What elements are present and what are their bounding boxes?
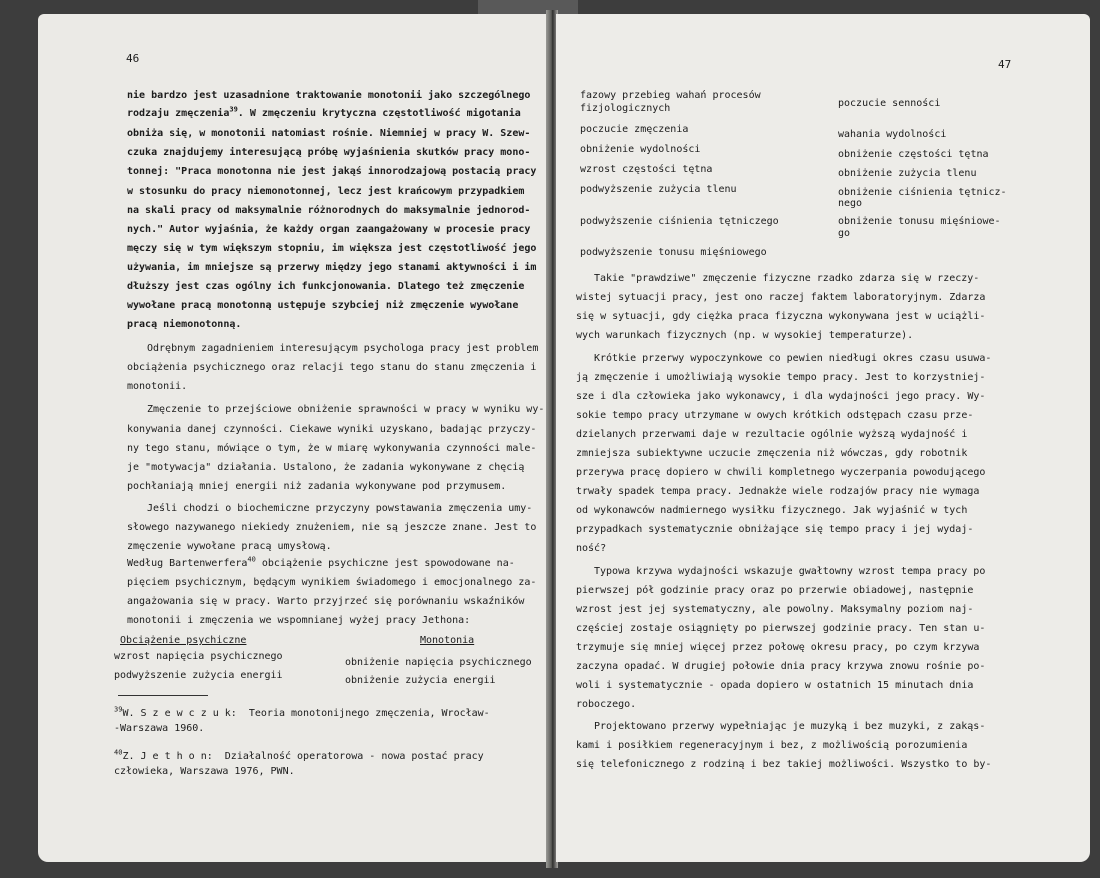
text-line: męczy się w tym większym stopniu, im większa jest częstotliwość jego	[127, 243, 537, 254]
text-line: Według Bartenwerfera$^{40}$ obciążenie psychiczne jest spowodowane na-	[127, 555, 515, 569]
right-page	[556, 14, 1090, 862]
page-number: 47	[998, 58, 1012, 71]
table-cell: obniżenie zużycia tlenu	[838, 168, 977, 179]
text-line: ność?	[576, 543, 607, 554]
text-line: nych." Autor wyjaśnia, że każdy organ zaangażowany w procesie pracy	[127, 224, 531, 235]
text-line: obniża się, w monotonii natomiast rośnie. Niemniej w pracy W. Szew-	[127, 128, 531, 139]
text-line: zmniejsza subiektywne uczucie zmęczenia niż wówczas, gdy robotnik	[576, 448, 968, 459]
footnote: człowieka, Warszawa 1976, PWN.	[114, 766, 295, 777]
text-line: Krótkie przerwy wypoczynkowe co pewien niedługi okres czasu usuwa-	[594, 353, 992, 364]
footnote: $^{39}$W. S z e w c z u k: Teoria monotonijnego zmęczenia, Wrocław-	[114, 705, 490, 719]
text-line: pracą niemonotonną.	[127, 319, 242, 330]
text-line: konywania danej czynności. Ciekawe wyniki uzyskano, badając przyczy-	[127, 424, 537, 435]
table-cell: obniżenie ciśnienia tętnicz-	[838, 187, 1007, 198]
text-line: woli i systematycznie - opada dopiero w ostatnich 15 minutach dnia	[576, 680, 974, 691]
table-cell: obniżenie częstości tętna	[838, 149, 989, 160]
text-line: przerywa pracę dopiero w chwili kompletnego wyczerpania powodującego	[576, 467, 986, 478]
table-cell: fazowy przebieg wahań procesów	[580, 90, 761, 101]
table-cell: obniżenie napięcia psychicznego	[345, 657, 532, 668]
text-line: Takie "prawdziwe" zmęczenie fizyczne rzadko zdarza się w rzeczy-	[594, 273, 980, 284]
table-cell: obniżenie zużycia energii	[345, 675, 496, 686]
table-cell: obniżenie wydolności	[580, 144, 701, 155]
footnote: $^{40}$Z. J e t h o n: Działalność operatorowa - nowa postać pracy	[114, 748, 484, 762]
table-cell: nego	[838, 198, 863, 209]
text-line: sokie tempo pracy utrzymane w owych krótkich odstępach czasu prze-	[576, 410, 974, 421]
table-cell: go	[838, 228, 851, 239]
text-line: Typowa krzywa wydajności wskazuje gwałtowny wzrost tempa pracy po	[594, 566, 986, 577]
text-line: wywołane pracą monotonną ustępuje szybciej niż zmęczenie wywołane	[127, 300, 519, 311]
text-line: pochłaniają mniej energii niż zadania wykonywane pod przymusem.	[127, 481, 507, 492]
table-cell: poczucie zmęczenia	[580, 124, 689, 135]
text-line: trzymuje się mniej więcej przez połowę okresu pracy, po czym krzywa	[576, 642, 980, 653]
page-number: 46	[126, 52, 140, 65]
table-cell: fizjologicznych	[580, 103, 671, 114]
text-line: pięciem psychicznym, będącym wynikiem świadomego i emocjonalnego za-	[127, 577, 537, 588]
text-line: przypadkach systematycznie obniżające się tempo pracy i jej wydaj-	[576, 524, 974, 535]
table-cell: poczucie senności	[838, 98, 941, 109]
text-line: je "motywacja" działania. Ustalono, że zadania wykonywane z chęcią	[127, 462, 525, 473]
text-line: Odrębnym zagadnieniem interesującym psychologa pracy jest problem	[147, 343, 539, 354]
text-line: wzrost jest jej systematyczny, ale powolny. Maksymalny poziom naj-	[576, 604, 974, 615]
text-line: dzielanych przerwami daje w rezultacie ogólnie wyższą wydajność i	[576, 429, 968, 440]
text-line: w stosunku do pracy niemonotonnej, lecz jest krańcowym przypadkiem	[127, 186, 525, 197]
text-line: używania, im mniejsze są przerwy między jego stanami aktywności i im	[127, 262, 537, 273]
text-line: częściej zostaje osiągnięty po pierwszej godzinie pracy. Ten stan u-	[576, 623, 986, 634]
text-line: tonnej: "Praca monotonna nie jest jakąś innorodzajową postacią pracy	[127, 166, 537, 177]
table-cell: wahania wydolności	[838, 129, 947, 140]
table-cell: wzrost częstości tętna	[580, 164, 713, 175]
footnote: -Warszawa 1960.	[114, 723, 205, 734]
text-line: dłuższy jest czas ogólny ich funkcjonowania. Dlatego też zmęczenie	[127, 281, 525, 292]
text-line: rodzaju zmęczenia$^{39}$. W zmęczeniu krytyczna częstotliwość migotania	[127, 105, 521, 119]
text-line: zmęczenie wywołane pracą umysłową.	[127, 541, 332, 552]
text-line: angażowania się w pracy. Warto przyjrzeć się porównaniu wskaźników	[127, 596, 525, 607]
text-line: słowego nazywanego niekiedy znużeniem, nie są jeszcze znane. Jest to	[127, 522, 537, 533]
text-line: pierwszej pół godzinie pracy oraz po przerwie obiadowej, następnie	[576, 585, 974, 596]
text-line: roboczego.	[576, 699, 637, 710]
footnote-rule	[118, 695, 208, 696]
text-line: na skali pracy od maksymalnie różnorodnych do maksymalnie jednorod-	[127, 205, 531, 216]
table-cell: obniżenie tonusu mięśniowe-	[838, 216, 1001, 227]
text-line: nie bardzo jest uzasadnione traktowanie monotonii jako szczególnego	[127, 90, 531, 101]
text-line: się telefonicznego z rodziną i bez takiej możliwości. Wszystko to by-	[576, 759, 992, 770]
text-line: monotonii.	[127, 381, 188, 392]
text-line: trwały spadek tempa pracy. Jednakże wiele rodzajów pracy nie wymaga	[576, 486, 980, 497]
text-line: obciążenia psychicznego oraz relacji tego stanu do stanu zmęczenia i	[127, 362, 537, 373]
text-line: kami i posiłkiem regeneracyjnym i bez, z możliwością porozumienia	[576, 740, 968, 751]
text-line: monotonii i zmęczenia we wspomnianej wyżej pracy Jethona:	[127, 615, 471, 626]
text-line: od wykonawców nadmiernego wysiłku fizycznego. Jak wyjaśnić w tych	[576, 505, 968, 516]
table-cell: podwyższenie ciśnienia tętniczego	[580, 216, 779, 227]
text-line: ny tego stanu, mówiące o tym, że w miarę wykonywania czynności male-	[127, 443, 537, 454]
text-line: ją zmęczenie i umożliwiają wysokie tempo pracy. Jest to korzystniej-	[576, 372, 986, 383]
text-line: sze i dla człowieka jako wykonawcy, i dla wydajności jego pracy. Wy-	[576, 391, 986, 402]
table-cell: podwyższenie zużycia tlenu	[580, 184, 737, 195]
left-page	[38, 14, 548, 862]
footnote-ref: 40	[247, 555, 256, 564]
text-line: Jeśli chodzi o biochemiczne przyczyny powstawania zmęczenia umy-	[147, 503, 533, 514]
table-header: Monotonia	[420, 635, 475, 646]
text-line: wistej sytuacji pracy, jest ono raczej faktem laboratoryjnym. Zdarza	[576, 292, 986, 303]
footnote-ref: 39	[229, 105, 238, 114]
table-header: Obciążenie psychiczne	[120, 635, 247, 646]
text-line: wych warunkach fizycznych (np. w wysokiej temperaturze).	[576, 330, 914, 341]
table-cell: podwyższenie tonusu mięśniowego	[580, 247, 767, 258]
text-line: zaczyna opadać. W drugiej połowie dnia pracy krzywa znowu rośnie po-	[576, 661, 986, 672]
table-cell: wzrost napięcia psychicznego	[114, 651, 283, 662]
text-line: Zmęczenie to przejściowe obniżenie sprawności w pracy w wyniku wy-	[147, 404, 545, 415]
text-line: czuka znajdujemy interesującą próbę wyjaśnienia skutków pracy mono-	[127, 147, 531, 158]
text-line: Projektowano przerwy wypełniając je muzyką i bez muzyki, z zakąs-	[594, 721, 986, 732]
text-line: się w sytuacji, gdy ciężka praca fizyczna wykonywana jest w uciążli-	[576, 311, 986, 322]
table-cell: podwyższenie zużycia energii	[114, 670, 283, 681]
